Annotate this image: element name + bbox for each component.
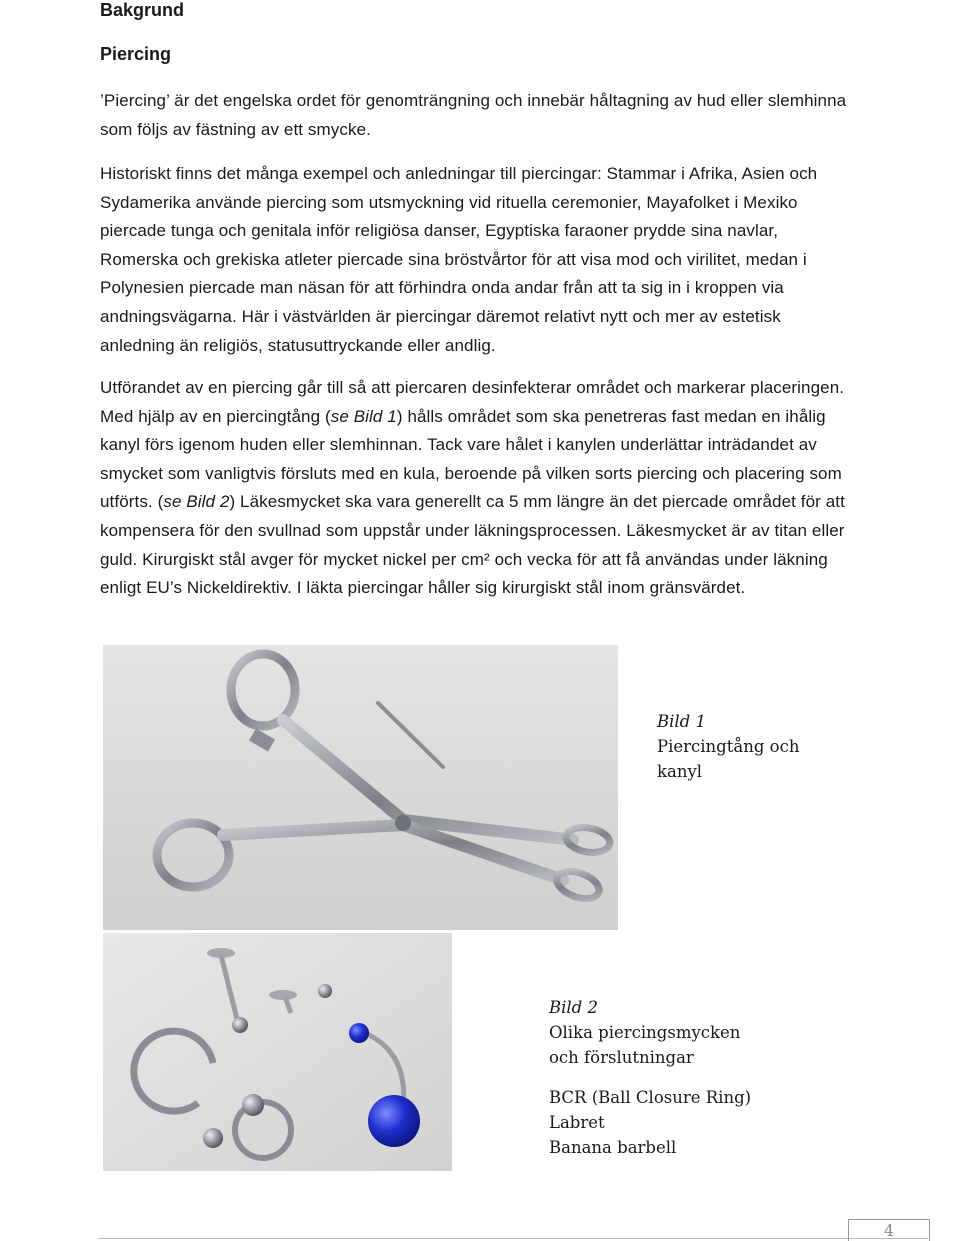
figure-2-line-2: och förslutningar bbox=[549, 1048, 694, 1067]
figure-2-caption bbox=[549, 995, 751, 1160]
section-heading: Bakgrund bbox=[100, 0, 185, 20]
figure-ref-1: se Bild 1 bbox=[330, 406, 397, 426]
figure-2-item-bcr: BCR (Ball Closure Ring) bbox=[549, 1088, 752, 1107]
jewelry-photo bbox=[103, 933, 452, 1171]
page-number: 4 bbox=[883, 1221, 895, 1240]
intro-paragraph: ’Piercing’ är det engelska ordet för genomträngning och innebär håltagning av hud eller slemhinna som följs av fästning av ett smycke. bbox=[100, 91, 847, 139]
caption-spacer bbox=[549, 1070, 751, 1085]
figure-2-item-labret: Labret bbox=[549, 1113, 605, 1132]
figure-2-line-1: Olika piercingsmycken bbox=[549, 1023, 741, 1042]
footer-rule bbox=[98, 1238, 928, 1239]
figure-1-line-1: Piercingtång och bbox=[657, 737, 800, 756]
procedure-text-c: ) Läkesmycket ska vara generellt ca 5 mm längre än det piercade området för att kompensera för den svullnad som uppstår under läkningsprocessen. Läkesmycket är av titan eller guld. Kirurgiskt stål avger för mycket nickel per cm² och vecka för att få användas under läkning enligt EU’s Nickeldirektiv. I läkta piercingar håller sig kirurgiskt stål inom gränsvärdet. bbox=[100, 492, 845, 598]
procedure-text-b: ) hålls området som ska penetreras fast medan en ihålig kanyl förs igenom huden eller slemhinnan. Tack vare hålet i kanylen underlättar inträdandet av smycket som vanligtvis försluts med en kula, beroende på vilken sorts piercing och placering som utförts. ( bbox=[100, 406, 842, 512]
procedure-paragraph bbox=[100, 374, 860, 603]
figure-2-item-banana: Banana barbell bbox=[549, 1138, 677, 1157]
figure-1-line-2: kanyl bbox=[657, 762, 703, 781]
figure-1-caption bbox=[657, 709, 799, 784]
figure-1-label: Bild 1 bbox=[657, 712, 706, 731]
figure-ref-2: se Bild 2 bbox=[163, 492, 230, 512]
procedure-text-a: Utförandet av en piercing går till så att piercaren desinfekterar området och markerar placeringen. Med hjälp av en piercingtång ( bbox=[100, 378, 845, 426]
history-paragraph: Historiskt finns det många exempel och anledningar till piercingar: Stammar i Afrika, Asien och Sydamerika använde piercing som utsmyckning vid rituella ceremonier, Mayafolket i Mexiko piercade tunga och genitala inför religiösa danser, Egyptiska faraoner prydde sina navlar, Romerska och grekiska atleter piercade sina bröstvårtor för att visa mod och virilitet, medan i Polynesien piercade man näsan för att förhindra onda andar från att ta sig in i kroppen via andningsvägarna. Här i västvärlden är piercingar däremot relativt nytt och mer av estetisk anledning än religiös, statusuttryckande eller andlig. bbox=[100, 164, 818, 355]
figure-2-label: Bild 2 bbox=[549, 998, 598, 1017]
subsection-heading: Piercing bbox=[100, 44, 172, 64]
forceps-photo bbox=[103, 645, 618, 930]
page-number-box bbox=[848, 1219, 930, 1241]
